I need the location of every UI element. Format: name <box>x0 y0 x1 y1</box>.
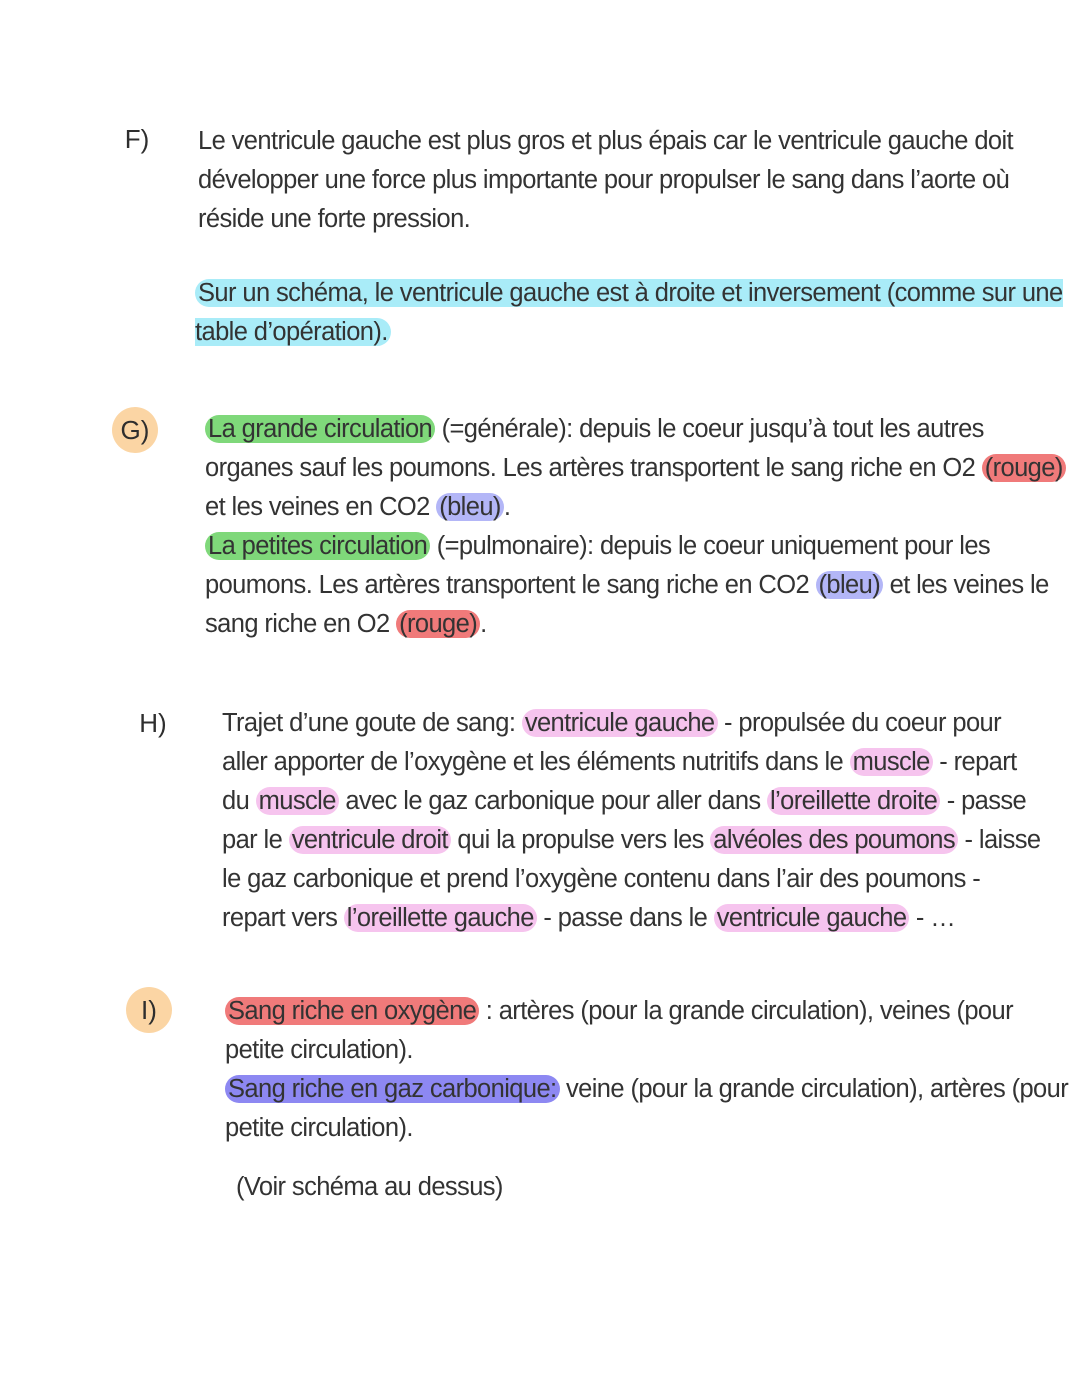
highlight-grande-circulation: La grande circulation <box>205 415 435 443</box>
h-sep-3: avec le gaz carbonique pour aller dans <box>338 787 768 815</box>
highlight-petite-circulation: La petites circulation <box>205 532 430 560</box>
highlight-rouge: (rouge) <box>982 454 1066 482</box>
highlight-step-2: muscle <box>850 748 933 776</box>
section-label-g: G) <box>112 407 158 453</box>
grande-end: . <box>503 493 511 521</box>
highlight-step-4: l’oreillette droite <box>767 787 940 815</box>
h-sep-8: - … <box>909 904 956 932</box>
highlight-step-7: l’oreillette gauche <box>344 904 537 932</box>
h-intro: Trajet d’une goute de sang: <box>222 709 522 737</box>
section-g-paragraph <box>205 410 1070 644</box>
highlight-bleu-2: (bleu) <box>816 571 884 599</box>
petite-end: . <box>480 610 487 638</box>
section-h-paragraph <box>222 704 1042 938</box>
grande-text-2: et les veines en CO2 <box>205 493 437 521</box>
petite-text-1: (=pulmonaire): depuis le coeur uniquement pour les poumons. Les artères transportent le sang riche en CO2 <box>205 532 991 599</box>
i-oxy-text: : artères (pour la grande circulation), veines (pour petite circulation). <box>225 997 1013 1064</box>
section-i-paragraph <box>225 992 1070 1148</box>
h-sep-7: - passe dans le <box>536 904 714 932</box>
highlight-rouge-2: (rouge) <box>396 610 480 638</box>
h-sep-1: - propulsée du coeur pour aller apporter de l’oxygène et les éléments nutritifs dans le <box>222 709 1002 776</box>
highlight-sang-oxygene: Sang riche en oxygène <box>225 997 479 1025</box>
h-sep-6: - laisse le gaz carbonique et prend l’oxygène contenu dans l’air des poumons - repart vers <box>222 826 1041 932</box>
highlight-cyan: Sur un schéma, le ventricule gauche est à droite et inversement (comme sur une table d’opération). <box>195 279 1063 346</box>
section-label-h: H) <box>139 708 167 738</box>
h-sep-2: - repart du <box>222 748 1017 815</box>
section-label-f: F) <box>124 124 150 154</box>
h-sep-4: - passe par le <box>222 787 1027 854</box>
section-f-note <box>195 274 1065 352</box>
highlight-sang-co2: Sang riche en gaz carbonique: <box>225 1075 560 1103</box>
highlight-bleu: (bleu) <box>436 493 504 521</box>
highlight-step-6: alvéoles des poumons <box>710 826 958 854</box>
section-f-paragraph: Le ventricule gauche est plus gros et plus épais car le ventricule gauche doit développer une force plus importante pour propulser le sang dans l’aorte où réside une forte pression. <box>198 127 1014 233</box>
highlight-step-3: muscle <box>256 787 339 815</box>
highlight-step-8: ventricule gauche <box>714 904 910 932</box>
grande-text-1: (=générale): depuis le coeur jusqu’à tout les autres organes sauf les poumons. Les artères transportent le sang riche en O2 <box>205 415 984 482</box>
section-label-i: I) <box>126 987 172 1033</box>
highlight-step-5: ventricule droit <box>289 826 451 854</box>
section-i-note: (Voir schéma au dessus) <box>236 1173 503 1201</box>
highlight-step-1: ventricule gauche <box>522 709 718 737</box>
h-sep-5: qui la propulse vers les <box>450 826 711 854</box>
i-co2-text: veine (pour la grande circulation), artères (pour petite circulation). <box>225 1075 1069 1142</box>
petite-text-2: et les veines le sang riche en O2 <box>205 571 1049 638</box>
